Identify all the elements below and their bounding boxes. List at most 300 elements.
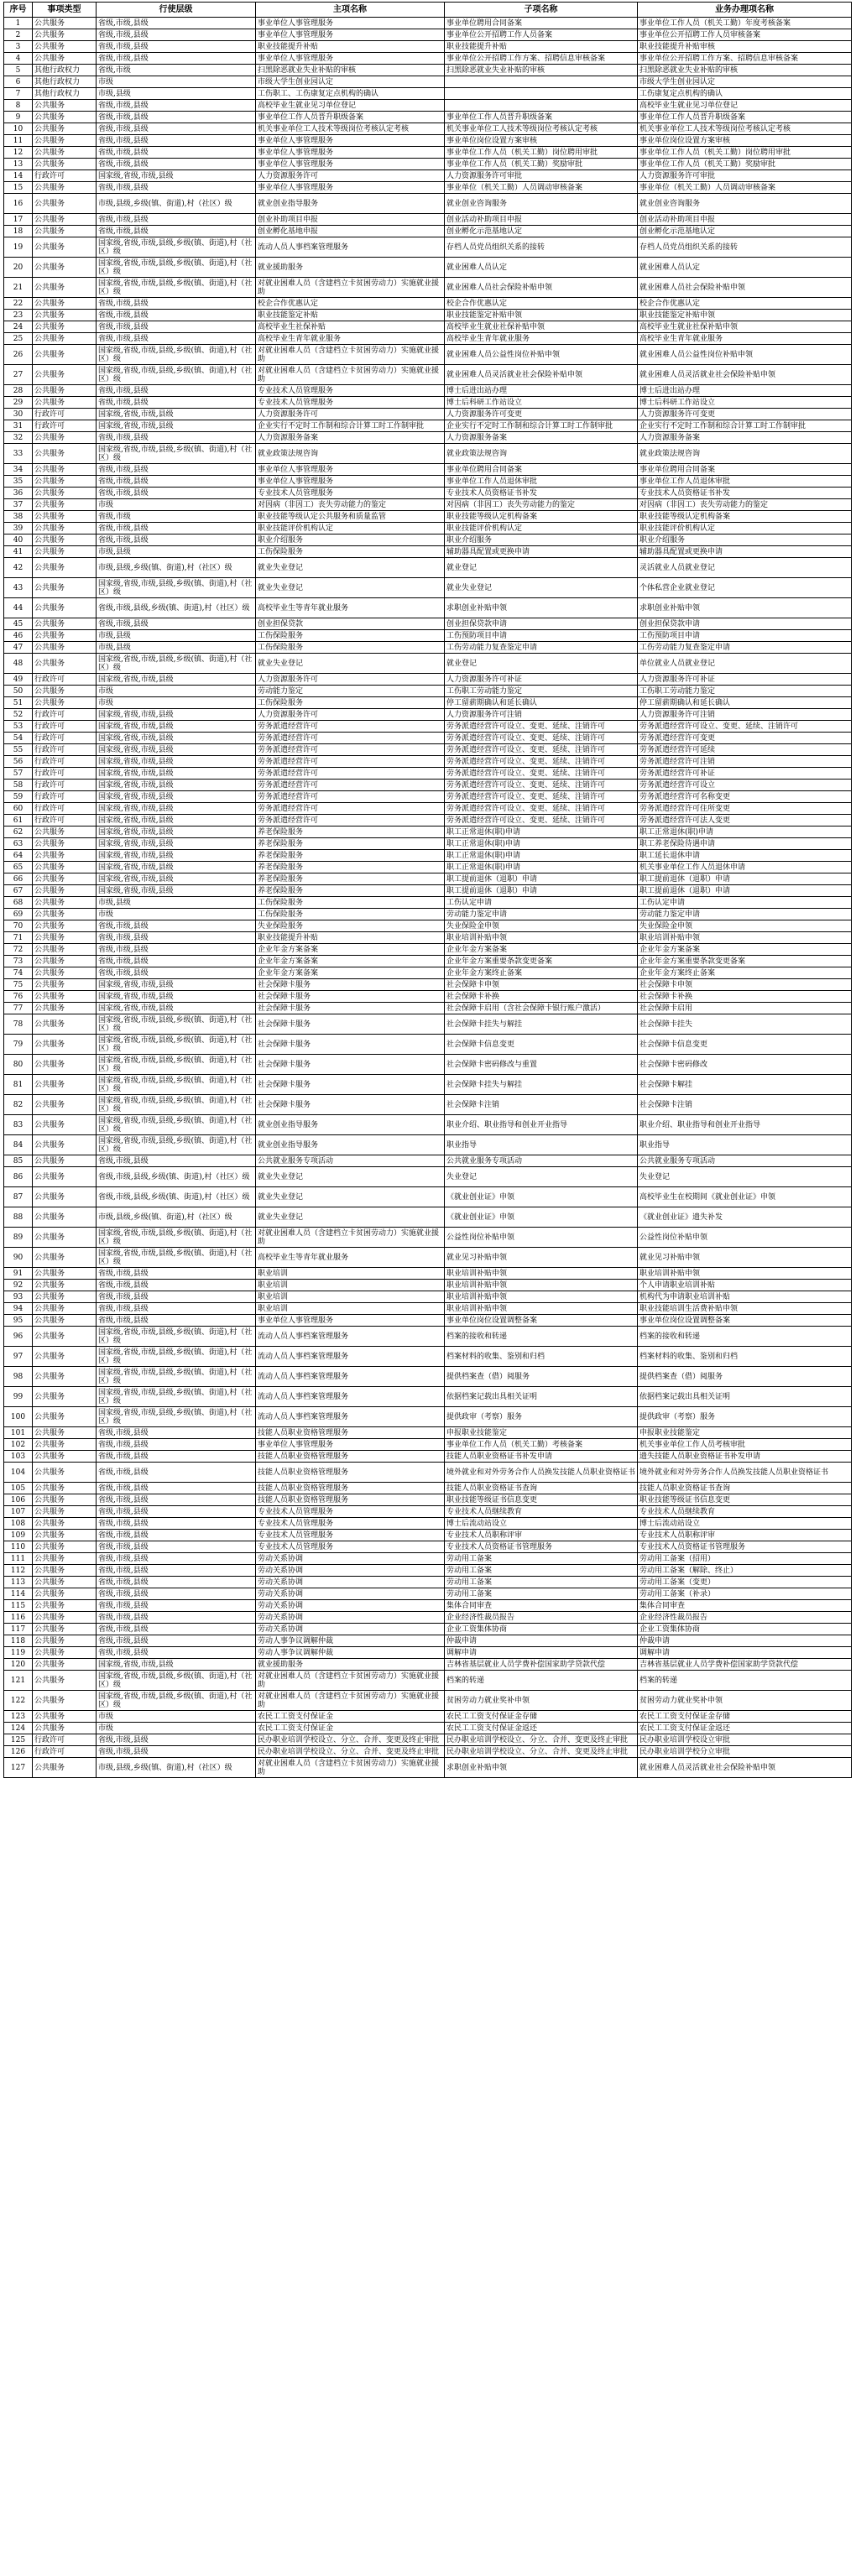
cell-sub: 就业困难人员认定 bbox=[445, 258, 638, 278]
cell-main: 社会保障卡服务 bbox=[256, 1075, 445, 1095]
cell-level: 市级,县级 bbox=[97, 630, 256, 642]
cell-business: 职工提前退休（退职）申请 bbox=[638, 873, 852, 885]
cell-no: 50 bbox=[4, 686, 33, 697]
cell-no: 105 bbox=[4, 1483, 33, 1494]
cell-main: 职业技能鉴定补贴 bbox=[256, 310, 445, 321]
cell-sub: 博士后科研工作站设立 bbox=[445, 397, 638, 409]
table-row bbox=[4, 397, 852, 409]
cell-level: 省级,市级,县级 bbox=[97, 1624, 256, 1635]
cell-business: 公共就业服务专项活动 bbox=[638, 1155, 852, 1167]
cell-no: 66 bbox=[4, 873, 33, 885]
cell-level: 省级,市级,县级 bbox=[97, 333, 256, 345]
cell-type: 公共服务 bbox=[33, 873, 97, 885]
table-row bbox=[4, 420, 852, 432]
table-row bbox=[4, 464, 852, 476]
cell-business: 社会保障卡注销 bbox=[638, 1095, 852, 1115]
cell-type: 公共服务 bbox=[33, 1055, 97, 1075]
cell-sub: 劳动用工备案 bbox=[445, 1553, 638, 1565]
table-row bbox=[4, 815, 852, 827]
cell-main: 劳动关系协调 bbox=[256, 1565, 445, 1577]
cell-main: 高校毕业生就业见习单位登记 bbox=[256, 100, 445, 112]
cell-no: 27 bbox=[4, 365, 33, 385]
cell-main: 专业技术人员管理服务 bbox=[256, 1518, 445, 1530]
cell-business: 档案材料的收集、鉴别和归档 bbox=[638, 1347, 852, 1367]
cell-no: 41 bbox=[4, 546, 33, 558]
cell-type: 公共服务 bbox=[33, 1723, 97, 1734]
cell-type: 公共服务 bbox=[33, 278, 97, 298]
table-row bbox=[4, 709, 852, 721]
cell-type: 公共服务 bbox=[33, 1367, 97, 1387]
cell-no: 1 bbox=[4, 18, 33, 29]
cell-main: 劳务派遣经营许可 bbox=[256, 768, 445, 780]
table-row bbox=[4, 100, 852, 112]
cell-type: 公共服务 bbox=[33, 488, 97, 499]
cell-level: 国家级,省级,市级,县级,乡级(镇、街道),村（社区）级 bbox=[97, 444, 256, 464]
cell-business: 博士后科研工作站设立 bbox=[638, 397, 852, 409]
table-row bbox=[4, 112, 852, 123]
table-row bbox=[4, 18, 852, 29]
cell-type: 公共服务 bbox=[33, 499, 97, 511]
table-row bbox=[4, 654, 852, 674]
cell-level: 省级,市级,县级 bbox=[97, 18, 256, 29]
table-row bbox=[4, 523, 852, 534]
table-row bbox=[4, 1347, 852, 1367]
cell-level: 国家级,省级,市级,县级 bbox=[97, 768, 256, 780]
cell-type: 公共服务 bbox=[33, 1303, 97, 1315]
cell-type: 行政许可 bbox=[33, 756, 97, 768]
cell-main: 事业单位工作人员晋升职级备案 bbox=[256, 112, 445, 123]
cell-type: 公共服务 bbox=[33, 1659, 97, 1671]
table-row bbox=[4, 182, 852, 194]
cell-level: 省级,市级,县级 bbox=[97, 1451, 256, 1463]
cell-level: 市级 bbox=[97, 909, 256, 920]
cell-sub: 企业工资集体协商 bbox=[445, 1624, 638, 1635]
cell-type: 公共服务 bbox=[33, 385, 97, 397]
cell-type: 公共服务 bbox=[33, 1387, 97, 1407]
cell-sub: 劳动用工备案 bbox=[445, 1577, 638, 1588]
cell-type: 公共服务 bbox=[33, 258, 97, 278]
cell-main: 对就业困难人员（含建档立卡贫困劳动力）实施就业援助 bbox=[256, 1691, 445, 1711]
cell-main: 社会保障卡服务 bbox=[256, 1095, 445, 1115]
cell-sub: 劳动用工备案 bbox=[445, 1565, 638, 1577]
cell-type: 公共服务 bbox=[33, 534, 97, 546]
cell-no: 14 bbox=[4, 170, 33, 182]
cell-main: 对就业困难人员（含建档立卡贫困劳动力）实施就业援助 bbox=[256, 365, 445, 385]
cell-no: 40 bbox=[4, 534, 33, 546]
cell-main: 高校毕业生等青年就业服务 bbox=[256, 598, 445, 618]
table-row bbox=[4, 756, 852, 768]
cell-type: 公共服务 bbox=[33, 1075, 97, 1095]
cell-type: 公共服务 bbox=[33, 897, 97, 909]
cell-sub: 申报职业技能鉴定 bbox=[445, 1427, 638, 1439]
cell-no: 25 bbox=[4, 333, 33, 345]
cell-sub: 专业技术人员资格证书补发 bbox=[445, 488, 638, 499]
cell-business: 依据档案记载出具相关证明 bbox=[638, 1387, 852, 1407]
cell-type: 公共服务 bbox=[33, 112, 97, 123]
cell-type: 公共服务 bbox=[33, 1451, 97, 1463]
cell-type: 公共服务 bbox=[33, 558, 97, 578]
cell-business: 事业单位工作人员（机关工勤）奖励审批 bbox=[638, 159, 852, 170]
cell-no: 33 bbox=[4, 444, 33, 464]
cell-main: 养老保险服务 bbox=[256, 862, 445, 873]
cell-main: 职业介绍服务 bbox=[256, 534, 445, 546]
cell-level: 市级 bbox=[97, 499, 256, 511]
cell-sub: 存档人员党员组织关系的接转 bbox=[445, 237, 638, 258]
cell-business: 企业年金方案备案 bbox=[638, 944, 852, 956]
cell-main: 人力资源服务许可 bbox=[256, 674, 445, 686]
cell-sub: 劳务派遣经营许可设立、变更、延续、注销许可 bbox=[445, 803, 638, 815]
cell-no: 47 bbox=[4, 642, 33, 654]
cell-level: 国家级,省级,市级,县级,乡级(镇、街道),村（社区）级 bbox=[97, 1228, 256, 1248]
cell-business: 事业单位（机关工勤）人员调动审核备案 bbox=[638, 182, 852, 194]
cell-business: 人力资源服务许可审批 bbox=[638, 170, 852, 182]
cell-level: 国家级,省级,市级,县级 bbox=[97, 709, 256, 721]
cell-level: 国家级,省级,市级,县级 bbox=[97, 674, 256, 686]
cell-business: 事业单位工作人员（机关工勤）年度考核备案 bbox=[638, 18, 852, 29]
cell-main: 技能人员职业资格管理服务 bbox=[256, 1427, 445, 1439]
table-row bbox=[4, 41, 852, 53]
cell-sub: 民办职业培训学校设立、分立、合并、变更及终止审批 bbox=[445, 1734, 638, 1746]
cell-no: 109 bbox=[4, 1530, 33, 1541]
cell-sub: 劳动用工备案 bbox=[445, 1588, 638, 1600]
cell-main: 事业单位人事管理服务 bbox=[256, 1315, 445, 1327]
cell-no: 60 bbox=[4, 803, 33, 815]
cell-level: 省级,市级,县级 bbox=[97, 310, 256, 321]
cell-level: 省级,市级,县级 bbox=[97, 1530, 256, 1541]
cell-type: 公共服务 bbox=[33, 1647, 97, 1659]
cell-business: 创业孵化示范基地认定 bbox=[638, 226, 852, 237]
cell-no: 86 bbox=[4, 1167, 33, 1187]
cell-business: 档案的转递 bbox=[638, 1671, 852, 1691]
cell-business: 个体私营企业就业登记 bbox=[638, 578, 852, 598]
cell-type: 公共服务 bbox=[33, 1135, 97, 1155]
cell-level: 国家级,省级,市级,县级 bbox=[97, 409, 256, 420]
cell-sub: 企业年金方案终止备案 bbox=[445, 967, 638, 979]
cell-type: 公共服务 bbox=[33, 464, 97, 476]
cell-main: 养老保险服务 bbox=[256, 827, 445, 838]
cell-sub: 高校毕业生青年就业服务 bbox=[445, 333, 638, 345]
cell-business: 失业登记 bbox=[638, 1167, 852, 1187]
table-row bbox=[4, 1095, 852, 1115]
header-cell-business: 业务办理项名称 bbox=[638, 3, 852, 18]
cell-level: 国家级,省级,市级,县级 bbox=[97, 979, 256, 991]
cell-business: 调解申请 bbox=[638, 1647, 852, 1659]
cell-main: 就业创业指导服务 bbox=[256, 1115, 445, 1135]
cell-level: 省级,市级,县级 bbox=[97, 920, 256, 932]
cell-no: 63 bbox=[4, 838, 33, 850]
cell-level: 省级,市级,县级 bbox=[97, 1494, 256, 1506]
cell-level: 国家级,省级,市级,县级,乡级(镇、街道),村（社区）级 bbox=[97, 365, 256, 385]
header-cell-main: 主项名称 bbox=[256, 3, 445, 18]
cell-sub: 职业培训补贴申领 bbox=[445, 1303, 638, 1315]
cell-business: 职业介绍、职业指导和创业开业指导 bbox=[638, 1115, 852, 1135]
cell-business: 提供政审（考察）服务 bbox=[638, 1407, 852, 1427]
cell-no: 76 bbox=[4, 991, 33, 1003]
cell-business: 职业技能培训生活费补贴申领 bbox=[638, 1303, 852, 1315]
cell-type: 公共服务 bbox=[33, 1315, 97, 1327]
cell-sub: 职业介绍、职业指导和创业开业指导 bbox=[445, 1115, 638, 1135]
cell-main: 就业失业登记 bbox=[256, 1167, 445, 1187]
cell-business: 就业见习补贴申领 bbox=[638, 1248, 852, 1268]
cell-sub: 职业技能等级认定机构备案 bbox=[445, 511, 638, 523]
cell-no: 46 bbox=[4, 630, 33, 642]
cell-type: 公共服务 bbox=[33, 546, 97, 558]
cell-level: 省级,市级,县级 bbox=[97, 534, 256, 546]
table-row bbox=[4, 278, 852, 298]
cell-main: 高校毕业生等青年就业服务 bbox=[256, 1248, 445, 1268]
cell-type: 公共服务 bbox=[33, 333, 97, 345]
cell-main: 对就业困难人员（含建档立卡贫困劳动力）实施就业援助 bbox=[256, 1758, 445, 1778]
cell-level: 省级,市级,县级 bbox=[97, 214, 256, 226]
cell-no: 96 bbox=[4, 1327, 33, 1347]
cell-type: 行政许可 bbox=[33, 1746, 97, 1758]
table-row bbox=[4, 1035, 852, 1055]
cell-main: 技能人员职业资格管理服务 bbox=[256, 1463, 445, 1483]
cell-business: 申报职业技能鉴定 bbox=[638, 1427, 852, 1439]
cell-level: 国家级,省级,市级,县级,乡级(镇、街道),村（社区）级 bbox=[97, 278, 256, 298]
cell-no: 11 bbox=[4, 135, 33, 147]
cell-no: 79 bbox=[4, 1035, 33, 1055]
cell-level: 国家级,省级,市级,县级,乡级(镇、街道),村（社区）级 bbox=[97, 1035, 256, 1055]
cell-sub: 公共就业服务专项活动 bbox=[445, 1155, 638, 1167]
cell-level: 省级,市级,县级 bbox=[97, 1439, 256, 1451]
cell-main: 职业培训 bbox=[256, 1280, 445, 1291]
cell-no: 29 bbox=[4, 397, 33, 409]
cell-business: 专业技术人员继续教育 bbox=[638, 1506, 852, 1518]
cell-business: 高校毕业生就业社保补贴申领 bbox=[638, 321, 852, 333]
cell-sub: 就业登记 bbox=[445, 654, 638, 674]
cell-no: 106 bbox=[4, 1494, 33, 1506]
table-row bbox=[4, 1671, 852, 1691]
cell-no: 10 bbox=[4, 123, 33, 135]
table-row bbox=[4, 1439, 852, 1451]
cell-no: 87 bbox=[4, 1187, 33, 1207]
cell-sub: 劳务派遣经营许可设立、变更、延续、注销许可 bbox=[445, 744, 638, 756]
cell-no: 38 bbox=[4, 511, 33, 523]
cell-level: 省级,市级,县级 bbox=[97, 112, 256, 123]
cell-no: 72 bbox=[4, 944, 33, 956]
cell-business: 失业保险金申领 bbox=[638, 920, 852, 932]
cell-sub: 职业技能提升补贴 bbox=[445, 41, 638, 53]
cell-sub: 劳务派遣经营许可设立、变更、延续、注销许可 bbox=[445, 756, 638, 768]
cell-no: 89 bbox=[4, 1228, 33, 1248]
cell-main: 事业单位人事管理服务 bbox=[256, 1439, 445, 1451]
cell-main: 高校毕业生社保补贴 bbox=[256, 321, 445, 333]
cell-no: 52 bbox=[4, 709, 33, 721]
cell-main: 技能人员职业资格管理服务 bbox=[256, 1451, 445, 1463]
table-row bbox=[4, 534, 852, 546]
table-row bbox=[4, 850, 852, 862]
cell-main: 企业实行不定时工作制和综合计算工时工作制审批 bbox=[256, 420, 445, 432]
cell-main: 专业技术人员管理服务 bbox=[256, 1506, 445, 1518]
cell-sub: 劳务派遣经营许可设立、变更、延续、注销许可 bbox=[445, 780, 638, 791]
cell-business: 劳动用工备案（变更） bbox=[638, 1577, 852, 1588]
cell-sub: 社会保障卡启用（含社会保障卡银行账户激活） bbox=[445, 1003, 638, 1014]
cell-sub: 就业失业登记 bbox=[445, 578, 638, 598]
cell-type: 公共服务 bbox=[33, 29, 97, 41]
cell-level: 国家级,省级,市级,县级 bbox=[97, 721, 256, 733]
cell-type: 公共服务 bbox=[33, 511, 97, 523]
cell-main: 工伤保险服务 bbox=[256, 630, 445, 642]
cell-level: 省级,市级,县级 bbox=[97, 1541, 256, 1553]
cell-business: 劳动能力鉴定申请 bbox=[638, 909, 852, 920]
cell-type: 行政许可 bbox=[33, 420, 97, 432]
cell-sub: 校企合作优惠认定 bbox=[445, 298, 638, 310]
cell-level: 省级,市级,县级 bbox=[97, 100, 256, 112]
cell-main: 社会保障卡服务 bbox=[256, 991, 445, 1003]
cell-business: 劳务派遣经营许可设立、变更、延续、注销许可 bbox=[638, 721, 852, 733]
cell-sub: 仲裁申请 bbox=[445, 1635, 638, 1647]
cell-main: 社会保障卡服务 bbox=[256, 1014, 445, 1035]
table-row bbox=[4, 321, 852, 333]
cell-level: 省级,市级,县级 bbox=[97, 147, 256, 159]
cell-level: 省级,市级,县级 bbox=[97, 488, 256, 499]
table-row bbox=[4, 1553, 852, 1565]
cell-type: 公共服务 bbox=[33, 578, 97, 598]
table-row bbox=[4, 345, 852, 365]
cell-type: 公共服务 bbox=[33, 598, 97, 618]
cell-level: 国家级,省级,市级,县级,乡级(镇、街道),村（社区）级 bbox=[97, 1387, 256, 1407]
cell-business: 劳务派遣经营许可法人变更 bbox=[638, 815, 852, 827]
cell-sub: 工伤预防项目申请 bbox=[445, 630, 638, 642]
cell-business: 创业活动补助项目申报 bbox=[638, 214, 852, 226]
cell-main: 对就业困难人员（含建档立卡贫困劳动力）实施就业援助 bbox=[256, 345, 445, 365]
cell-sub: 劳务派遣经营许可设立、变更、延续、注销许可 bbox=[445, 791, 638, 803]
cell-type: 行政许可 bbox=[33, 744, 97, 756]
cell-type: 公共服务 bbox=[33, 298, 97, 310]
table-row bbox=[4, 1612, 852, 1624]
cell-business: 档案的接收和转递 bbox=[638, 1327, 852, 1347]
cell-business: 工伤职工劳动能力鉴定 bbox=[638, 686, 852, 697]
cell-no: 85 bbox=[4, 1155, 33, 1167]
table-row bbox=[4, 791, 852, 803]
cell-sub: 博士后流动站设立 bbox=[445, 1518, 638, 1530]
table-row bbox=[4, 237, 852, 258]
cell-business: 《就业创业证》遗失补发 bbox=[638, 1207, 852, 1228]
cell-type: 其他行政权力 bbox=[33, 65, 97, 76]
cell-no: 92 bbox=[4, 1280, 33, 1291]
cell-type: 公共服务 bbox=[33, 697, 97, 709]
cell-main: 技能人员职业资格管理服务 bbox=[256, 1483, 445, 1494]
cell-business: 人力资源服务许可注销 bbox=[638, 709, 852, 721]
cell-sub: 档案材料的收集、鉴别和归档 bbox=[445, 1347, 638, 1367]
table-row bbox=[4, 1407, 852, 1427]
cell-no: 84 bbox=[4, 1135, 33, 1155]
cell-no: 127 bbox=[4, 1758, 33, 1778]
cell-type: 公共服务 bbox=[33, 53, 97, 65]
cell-sub: 停工留薪期确认和延长确认 bbox=[445, 697, 638, 709]
cell-level: 国家级,省级,市级,县级,乡级(镇、街道),村（社区）级 bbox=[97, 1407, 256, 1427]
cell-sub: 事业单位公开招聘工作人员备案 bbox=[445, 29, 638, 41]
cell-type: 公共服务 bbox=[33, 476, 97, 488]
cell-level: 省级,市级,县级 bbox=[97, 29, 256, 41]
table-row bbox=[4, 1723, 852, 1734]
cell-no: 69 bbox=[4, 909, 33, 920]
cell-level: 省级,市级,县级 bbox=[97, 1577, 256, 1588]
cell-no: 82 bbox=[4, 1095, 33, 1115]
table-row bbox=[4, 226, 852, 237]
cell-business: 职业技能评价机构认定 bbox=[638, 523, 852, 534]
cell-sub: 职业培训补贴申领 bbox=[445, 932, 638, 944]
cell-sub: 社会保障卡挂失与解挂 bbox=[445, 1075, 638, 1095]
cell-type: 公共服务 bbox=[33, 226, 97, 237]
cell-sub: 职工正常退休(职)申请 bbox=[445, 850, 638, 862]
table-row bbox=[4, 432, 852, 444]
cell-type: 公共服务 bbox=[33, 1248, 97, 1268]
cell-no: 20 bbox=[4, 258, 33, 278]
cell-no: 42 bbox=[4, 558, 33, 578]
table-row bbox=[4, 674, 852, 686]
cell-business: 就业困难人员灵活就业社会保险补贴申领 bbox=[638, 1758, 852, 1778]
cell-sub: 职工提前退休（退职）申请 bbox=[445, 873, 638, 885]
cell-type: 公共服务 bbox=[33, 920, 97, 932]
cell-no: 48 bbox=[4, 654, 33, 674]
cell-type: 公共服务 bbox=[33, 944, 97, 956]
cell-type: 公共服务 bbox=[33, 444, 97, 464]
cell-level: 市级 bbox=[97, 1723, 256, 1734]
cell-main: 人力资源服务许可 bbox=[256, 409, 445, 420]
table-row bbox=[4, 979, 852, 991]
cell-main: 职业培训 bbox=[256, 1291, 445, 1303]
cell-sub: 技能人员职业资格证书补发申请 bbox=[445, 1451, 638, 1463]
cell-main: 企业年金方案备案 bbox=[256, 944, 445, 956]
cell-no: 70 bbox=[4, 920, 33, 932]
cell-level: 省级,市级,县级 bbox=[97, 523, 256, 534]
cell-no: 19 bbox=[4, 237, 33, 258]
cell-type: 公共服务 bbox=[33, 1463, 97, 1483]
cell-type: 公共服务 bbox=[33, 979, 97, 991]
table-row bbox=[4, 1003, 852, 1014]
cell-business: 专业技术人员资格证书补发 bbox=[638, 488, 852, 499]
cell-business: 单位就业人员就业登记 bbox=[638, 654, 852, 674]
cell-type: 公共服务 bbox=[33, 827, 97, 838]
cell-sub: 求职创业补贴申领 bbox=[445, 598, 638, 618]
cell-type: 公共服务 bbox=[33, 1207, 97, 1228]
cell-business: 集体合同审查 bbox=[638, 1600, 852, 1612]
cell-type: 公共服务 bbox=[33, 1565, 97, 1577]
table-row bbox=[4, 1635, 852, 1647]
cell-no: 121 bbox=[4, 1671, 33, 1691]
cell-no: 94 bbox=[4, 1303, 33, 1315]
cell-level: 省级,市级,县级 bbox=[97, 226, 256, 237]
cell-no: 8 bbox=[4, 100, 33, 112]
cell-level: 国家级,省级,市级,县级 bbox=[97, 1659, 256, 1671]
cell-no: 13 bbox=[4, 159, 33, 170]
table-row bbox=[4, 1494, 852, 1506]
cell-business: 个人申请职业培训补贴 bbox=[638, 1280, 852, 1291]
cell-sub: 职工正常退休(职)申请 bbox=[445, 862, 638, 873]
cell-main: 农民工工资支付保证金 bbox=[256, 1711, 445, 1723]
cell-no: 68 bbox=[4, 897, 33, 909]
cell-level: 省级,市级,县级 bbox=[97, 956, 256, 967]
table-row bbox=[4, 873, 852, 885]
cell-level: 国家级,省级,市级,县级,乡级(镇、街道),村（社区）级 bbox=[97, 1115, 256, 1135]
cell-main: 农民工工资支付保证金 bbox=[256, 1723, 445, 1734]
cell-level: 国家级,省级,市级,县级,乡级(镇、街道),村（社区）级 bbox=[97, 1095, 256, 1115]
cell-sub: 机关事业单位工人技术等级岗位考核认定考核 bbox=[445, 123, 638, 135]
table-row bbox=[4, 546, 852, 558]
cell-level: 省级,市级,县级 bbox=[97, 967, 256, 979]
cell-level: 国家级,省级,市级,县级,乡级(镇、街道),村（社区）级 bbox=[97, 237, 256, 258]
cell-business: 辅助器具配置或更换申请 bbox=[638, 546, 852, 558]
cell-sub: 扫黑除恶就业失业补贴的审核 bbox=[445, 65, 638, 76]
cell-level: 省级,市级,县级 bbox=[97, 53, 256, 65]
table-row bbox=[4, 768, 852, 780]
cell-no: 24 bbox=[4, 321, 33, 333]
cell-no: 102 bbox=[4, 1439, 33, 1451]
table-row bbox=[4, 1659, 852, 1671]
cell-main: 高校毕业生青年就业服务 bbox=[256, 333, 445, 345]
